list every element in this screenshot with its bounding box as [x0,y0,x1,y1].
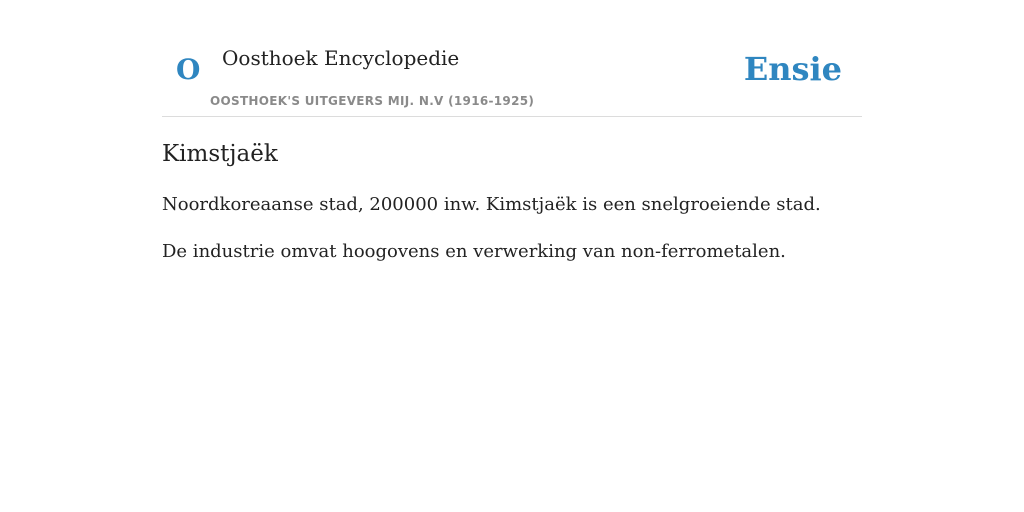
encyclopedia-logo-link[interactable]: O [176,53,201,86]
entry-title: Kimstjaëk [162,141,278,167]
article-content [162,138,862,265]
article-paragraph: De industrie omvat hoogovens en verwerking van non-ferrometalen. [162,241,786,262]
article-paragraph: Noordkoreaanse stad, 200000 inw. Kimstjaëk is een snelgroeiende stad. [162,194,821,215]
site-header [162,0,862,117]
publisher-subtitle: OOSTHOEK'S UITGEVERS MIJ. N.V (1916-1925) [210,94,535,108]
ensie-home-link[interactable]: Ensie [743,50,842,88]
encyclopedia-title: Oosthoek Encyclopedie [222,46,460,70]
